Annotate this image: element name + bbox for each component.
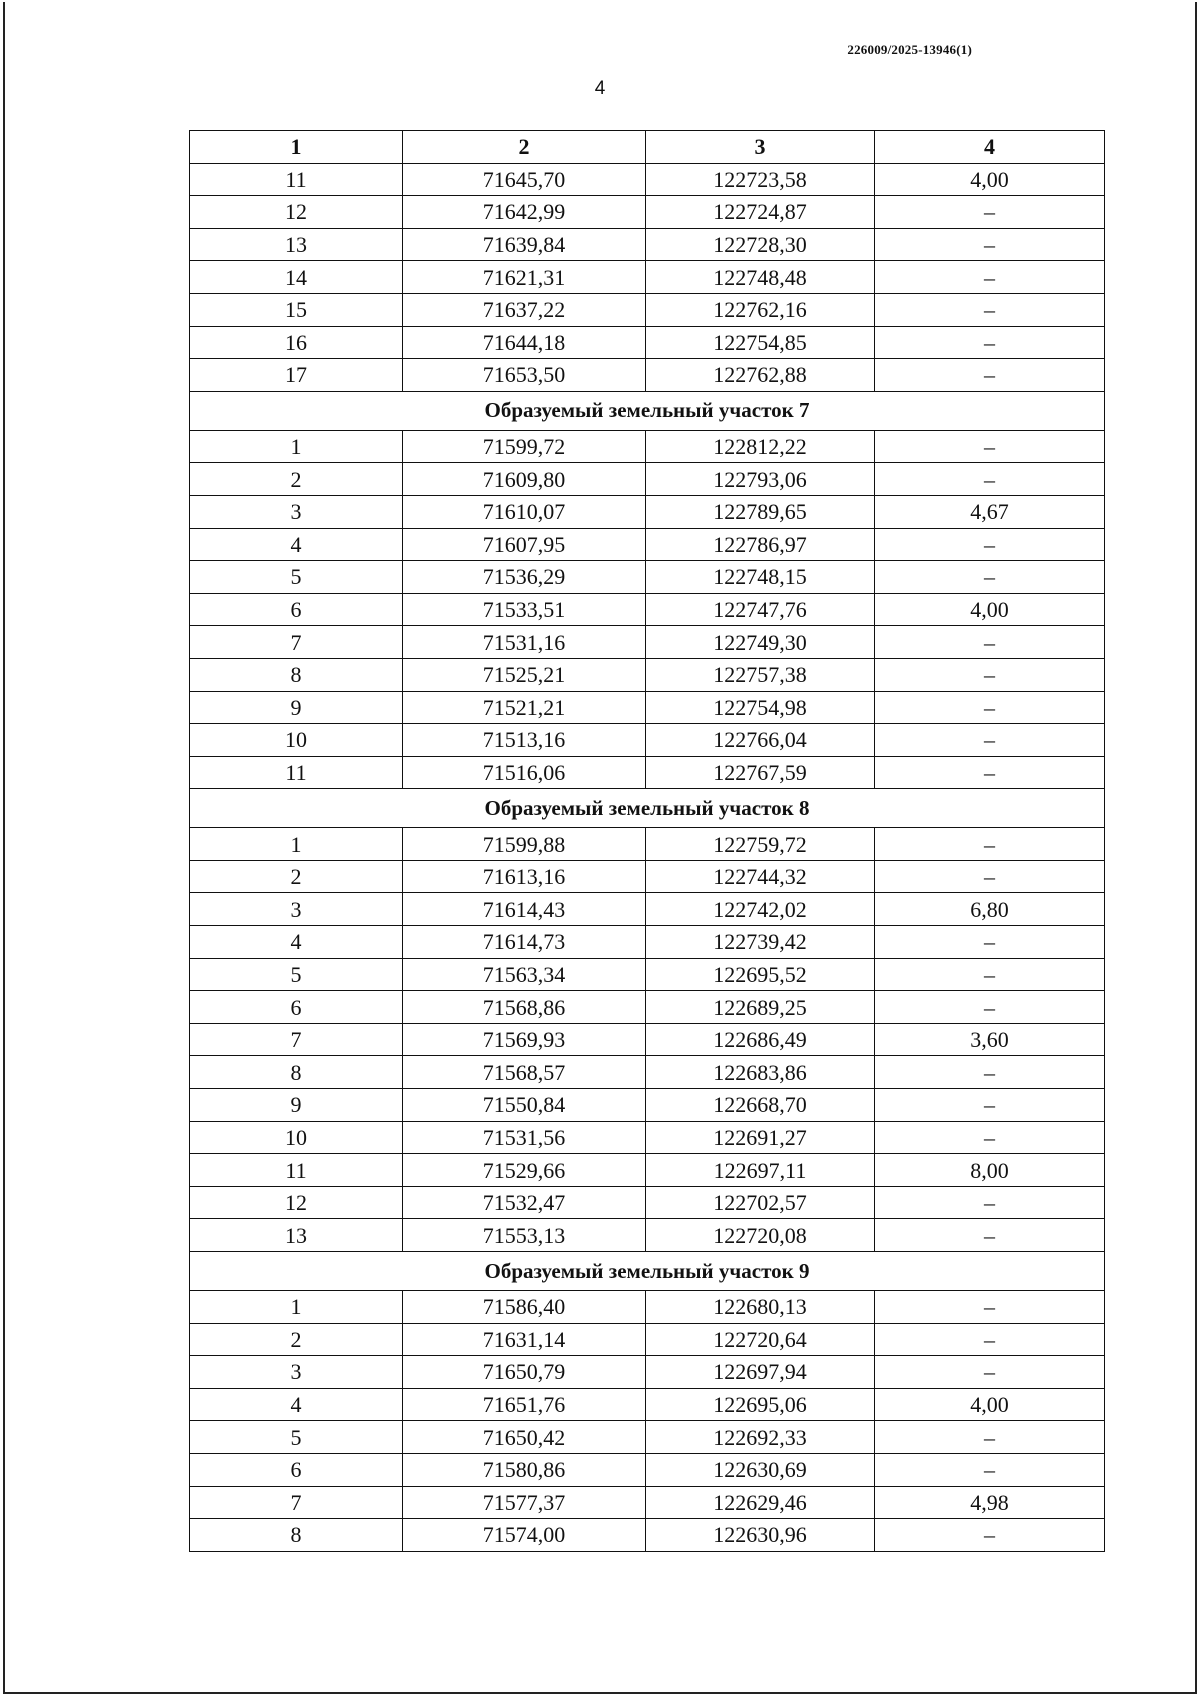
distance-cell: – xyxy=(875,1121,1105,1154)
distance-cell: – xyxy=(875,658,1105,691)
point-number-cell: 3 xyxy=(190,495,403,528)
table-body xyxy=(190,163,1105,1551)
x-coordinate-cell: 71653,50 xyxy=(403,359,646,392)
x-coordinate-cell: 71613,16 xyxy=(403,860,646,893)
y-coordinate-cell: 122691,27 xyxy=(646,1121,875,1154)
point-number-cell: 6 xyxy=(190,1453,403,1486)
table-row xyxy=(190,1421,1105,1454)
y-coordinate-cell: 122702,57 xyxy=(646,1186,875,1219)
point-number-cell: 4 xyxy=(190,528,403,561)
x-coordinate-cell: 71614,43 xyxy=(403,893,646,926)
x-coordinate-cell: 71577,37 xyxy=(403,1486,646,1519)
x-coordinate-cell: 71574,00 xyxy=(403,1519,646,1552)
x-coordinate-cell: 71607,95 xyxy=(403,528,646,561)
y-coordinate-cell: 122742,02 xyxy=(646,893,875,926)
y-coordinate-cell: 122754,98 xyxy=(646,691,875,724)
section-row xyxy=(190,789,1105,828)
table-row xyxy=(190,561,1105,594)
y-coordinate-cell: 122630,69 xyxy=(646,1453,875,1486)
section-title: Образуемый земельный участок 8 xyxy=(190,789,1105,828)
point-number-cell: 5 xyxy=(190,561,403,594)
point-number-cell: 15 xyxy=(190,293,403,326)
table-header-row xyxy=(190,131,1105,164)
table-row xyxy=(190,528,1105,561)
y-coordinate-cell: 122786,97 xyxy=(646,528,875,561)
distance-cell: – xyxy=(875,724,1105,757)
table-row xyxy=(190,326,1105,359)
point-number-cell: 4 xyxy=(190,926,403,959)
table-row xyxy=(190,463,1105,496)
y-coordinate-cell: 122629,46 xyxy=(646,1486,875,1519)
point-number-cell: 2 xyxy=(190,860,403,893)
point-number-cell: 11 xyxy=(190,756,403,789)
y-coordinate-cell: 122789,65 xyxy=(646,495,875,528)
distance-cell: – xyxy=(875,691,1105,724)
table-row xyxy=(190,359,1105,392)
distance-cell: – xyxy=(875,196,1105,229)
distance-cell: – xyxy=(875,1186,1105,1219)
x-coordinate-cell: 71568,57 xyxy=(403,1056,646,1089)
table-row xyxy=(190,1486,1105,1519)
point-number-cell: 3 xyxy=(190,893,403,926)
point-number-cell: 10 xyxy=(190,1121,403,1154)
distance-cell: – xyxy=(875,1519,1105,1552)
table-row xyxy=(190,430,1105,463)
y-coordinate-cell: 122630,96 xyxy=(646,1519,875,1552)
table-row xyxy=(190,1388,1105,1421)
y-coordinate-cell: 122744,32 xyxy=(646,860,875,893)
x-coordinate-cell: 71516,06 xyxy=(403,756,646,789)
x-coordinate-cell: 71639,84 xyxy=(403,228,646,261)
table-row xyxy=(190,860,1105,893)
table-row xyxy=(190,1519,1105,1552)
distance-cell: 4,00 xyxy=(875,593,1105,626)
distance-cell: – xyxy=(875,293,1105,326)
point-number-cell: 8 xyxy=(190,1519,403,1552)
x-coordinate-cell: 71569,93 xyxy=(403,1023,646,1056)
point-number-cell: 1 xyxy=(190,430,403,463)
x-coordinate-cell: 71599,88 xyxy=(403,828,646,861)
y-coordinate-cell: 122762,88 xyxy=(646,359,875,392)
distance-cell: – xyxy=(875,261,1105,294)
point-number-cell: 2 xyxy=(190,463,403,496)
table-row xyxy=(190,163,1105,196)
x-coordinate-cell: 71580,86 xyxy=(403,1453,646,1486)
page-number: 4 xyxy=(594,78,606,99)
distance-cell: – xyxy=(875,463,1105,496)
y-coordinate-cell: 122695,52 xyxy=(646,958,875,991)
distance-cell: – xyxy=(875,1291,1105,1324)
x-coordinate-cell: 71563,34 xyxy=(403,958,646,991)
table-row xyxy=(190,756,1105,789)
point-number-cell: 8 xyxy=(190,658,403,691)
point-number-cell: 4 xyxy=(190,1388,403,1421)
y-coordinate-cell: 122686,49 xyxy=(646,1023,875,1056)
section-row xyxy=(190,391,1105,430)
y-coordinate-cell: 122728,30 xyxy=(646,228,875,261)
distance-cell: – xyxy=(875,860,1105,893)
distance-cell: – xyxy=(875,1056,1105,1089)
table-row xyxy=(190,1323,1105,1356)
point-number-cell: 14 xyxy=(190,261,403,294)
y-coordinate-cell: 122720,64 xyxy=(646,1323,875,1356)
x-coordinate-cell: 71650,42 xyxy=(403,1421,646,1454)
distance-cell: – xyxy=(875,926,1105,959)
point-number-cell: 6 xyxy=(190,593,403,626)
y-coordinate-cell: 122724,87 xyxy=(646,196,875,229)
y-coordinate-cell: 122767,59 xyxy=(646,756,875,789)
table-row xyxy=(190,991,1105,1024)
x-coordinate-cell: 71614,73 xyxy=(403,926,646,959)
y-coordinate-cell: 122739,42 xyxy=(646,926,875,959)
distance-cell: – xyxy=(875,991,1105,1024)
table-row xyxy=(190,1121,1105,1154)
distance-cell: – xyxy=(875,828,1105,861)
y-coordinate-cell: 122723,58 xyxy=(646,163,875,196)
x-coordinate-cell: 71550,84 xyxy=(403,1089,646,1122)
x-coordinate-cell: 71531,56 xyxy=(403,1121,646,1154)
x-coordinate-cell: 71536,29 xyxy=(403,561,646,594)
y-coordinate-cell: 122749,30 xyxy=(646,626,875,659)
distance-cell: – xyxy=(875,958,1105,991)
x-coordinate-cell: 71642,99 xyxy=(403,196,646,229)
table-row xyxy=(190,261,1105,294)
distance-cell: 4,67 xyxy=(875,495,1105,528)
point-number-cell: 9 xyxy=(190,1089,403,1122)
y-coordinate-cell: 122697,94 xyxy=(646,1356,875,1389)
x-coordinate-cell: 71568,86 xyxy=(403,991,646,1024)
distance-cell: – xyxy=(875,228,1105,261)
point-number-cell: 13 xyxy=(190,1219,403,1252)
x-coordinate-cell: 71637,22 xyxy=(403,293,646,326)
table-row xyxy=(190,926,1105,959)
point-number-cell: 17 xyxy=(190,359,403,392)
table-row xyxy=(190,1453,1105,1486)
point-number-cell: 3 xyxy=(190,1356,403,1389)
y-coordinate-cell: 122748,15 xyxy=(646,561,875,594)
table-row xyxy=(190,958,1105,991)
x-coordinate-cell: 71553,13 xyxy=(403,1219,646,1252)
point-number-cell: 6 xyxy=(190,991,403,1024)
point-number-cell: 1 xyxy=(190,1291,403,1324)
x-coordinate-cell: 71531,16 xyxy=(403,626,646,659)
section-title: Образуемый земельный участок 9 xyxy=(190,1252,1105,1291)
y-coordinate-cell: 122762,16 xyxy=(646,293,875,326)
point-number-cell: 1 xyxy=(190,828,403,861)
y-coordinate-cell: 122668,70 xyxy=(646,1089,875,1122)
y-coordinate-cell: 122748,48 xyxy=(646,261,875,294)
distance-cell: – xyxy=(875,359,1105,392)
distance-cell: 4,98 xyxy=(875,1486,1105,1519)
table-row xyxy=(190,724,1105,757)
x-coordinate-cell: 71650,79 xyxy=(403,1356,646,1389)
point-number-cell: 13 xyxy=(190,228,403,261)
table-row xyxy=(190,1356,1105,1389)
x-coordinate-cell: 71651,76 xyxy=(403,1388,646,1421)
distance-cell: – xyxy=(875,626,1105,659)
table-row xyxy=(190,228,1105,261)
distance-cell: – xyxy=(875,1356,1105,1389)
x-coordinate-cell: 71586,40 xyxy=(403,1291,646,1324)
section-row xyxy=(190,1252,1105,1291)
point-number-cell: 7 xyxy=(190,1023,403,1056)
table-row xyxy=(190,593,1105,626)
distance-cell: – xyxy=(875,326,1105,359)
column-header: 4 xyxy=(875,131,1105,164)
x-coordinate-cell: 71525,21 xyxy=(403,658,646,691)
point-number-cell: 10 xyxy=(190,724,403,757)
x-coordinate-cell: 71533,51 xyxy=(403,593,646,626)
distance-cell: – xyxy=(875,1453,1105,1486)
table-row xyxy=(190,1023,1105,1056)
table-row xyxy=(190,658,1105,691)
x-coordinate-cell: 71610,07 xyxy=(403,495,646,528)
coordinates-table xyxy=(189,130,1105,1552)
y-coordinate-cell: 122754,85 xyxy=(646,326,875,359)
table-row xyxy=(190,691,1105,724)
distance-cell: – xyxy=(875,756,1105,789)
y-coordinate-cell: 122697,11 xyxy=(646,1154,875,1187)
table-row xyxy=(190,1056,1105,1089)
x-coordinate-cell: 71532,47 xyxy=(403,1186,646,1219)
point-number-cell: 11 xyxy=(190,1154,403,1187)
point-number-cell: 5 xyxy=(190,958,403,991)
distance-cell: 4,00 xyxy=(875,1388,1105,1421)
coordinates-table-container xyxy=(189,130,1104,1552)
y-coordinate-cell: 122766,04 xyxy=(646,724,875,757)
point-number-cell: 12 xyxy=(190,1186,403,1219)
y-coordinate-cell: 122689,25 xyxy=(646,991,875,1024)
x-coordinate-cell: 71645,70 xyxy=(403,163,646,196)
y-coordinate-cell: 122757,38 xyxy=(646,658,875,691)
x-coordinate-cell: 71513,16 xyxy=(403,724,646,757)
y-coordinate-cell: 122680,13 xyxy=(646,1291,875,1324)
point-number-cell: 16 xyxy=(190,326,403,359)
x-coordinate-cell: 71599,72 xyxy=(403,430,646,463)
table-row xyxy=(190,495,1105,528)
point-number-cell: 7 xyxy=(190,626,403,659)
distance-cell: – xyxy=(875,1421,1105,1454)
column-header: 3 xyxy=(646,131,875,164)
x-coordinate-cell: 71631,14 xyxy=(403,1323,646,1356)
document-number: 226009/2025-13946(1) xyxy=(847,42,972,57)
y-coordinate-cell: 122793,06 xyxy=(646,463,875,496)
distance-cell: – xyxy=(875,561,1105,594)
table-row xyxy=(190,293,1105,326)
table-row xyxy=(190,1291,1105,1324)
y-coordinate-cell: 122695,06 xyxy=(646,1388,875,1421)
point-number-cell: 12 xyxy=(190,196,403,229)
distance-cell: 4,00 xyxy=(875,163,1105,196)
section-title: Образуемый земельный участок 7 xyxy=(190,391,1105,430)
distance-cell: 8,00 xyxy=(875,1154,1105,1187)
x-coordinate-cell: 71529,66 xyxy=(403,1154,646,1187)
distance-cell: – xyxy=(875,430,1105,463)
x-coordinate-cell: 71644,18 xyxy=(403,326,646,359)
point-number-cell: 8 xyxy=(190,1056,403,1089)
point-number-cell: 11 xyxy=(190,163,403,196)
table-row xyxy=(190,828,1105,861)
point-number-cell: 7 xyxy=(190,1486,403,1519)
point-number-cell: 9 xyxy=(190,691,403,724)
point-number-cell: 5 xyxy=(190,1421,403,1454)
x-coordinate-cell: 71609,80 xyxy=(403,463,646,496)
table-row xyxy=(190,1089,1105,1122)
point-number-cell: 2 xyxy=(190,1323,403,1356)
table-row xyxy=(190,893,1105,926)
column-header: 2 xyxy=(403,131,646,164)
table-row xyxy=(190,1154,1105,1187)
distance-cell: – xyxy=(875,528,1105,561)
table-row xyxy=(190,626,1105,659)
y-coordinate-cell: 122759,72 xyxy=(646,828,875,861)
table-row xyxy=(190,1219,1105,1252)
column-header: 1 xyxy=(190,131,403,164)
table-row xyxy=(190,1186,1105,1219)
y-coordinate-cell: 122692,33 xyxy=(646,1421,875,1454)
y-coordinate-cell: 122720,08 xyxy=(646,1219,875,1252)
distance-cell: 3,60 xyxy=(875,1023,1105,1056)
y-coordinate-cell: 122683,86 xyxy=(646,1056,875,1089)
y-coordinate-cell: 122812,22 xyxy=(646,430,875,463)
distance-cell: 6,80 xyxy=(875,893,1105,926)
x-coordinate-cell: 71521,21 xyxy=(403,691,646,724)
distance-cell: – xyxy=(875,1219,1105,1252)
x-coordinate-cell: 71621,31 xyxy=(403,261,646,294)
table-row xyxy=(190,196,1105,229)
y-coordinate-cell: 122747,76 xyxy=(646,593,875,626)
distance-cell: – xyxy=(875,1323,1105,1356)
distance-cell: – xyxy=(875,1089,1105,1122)
